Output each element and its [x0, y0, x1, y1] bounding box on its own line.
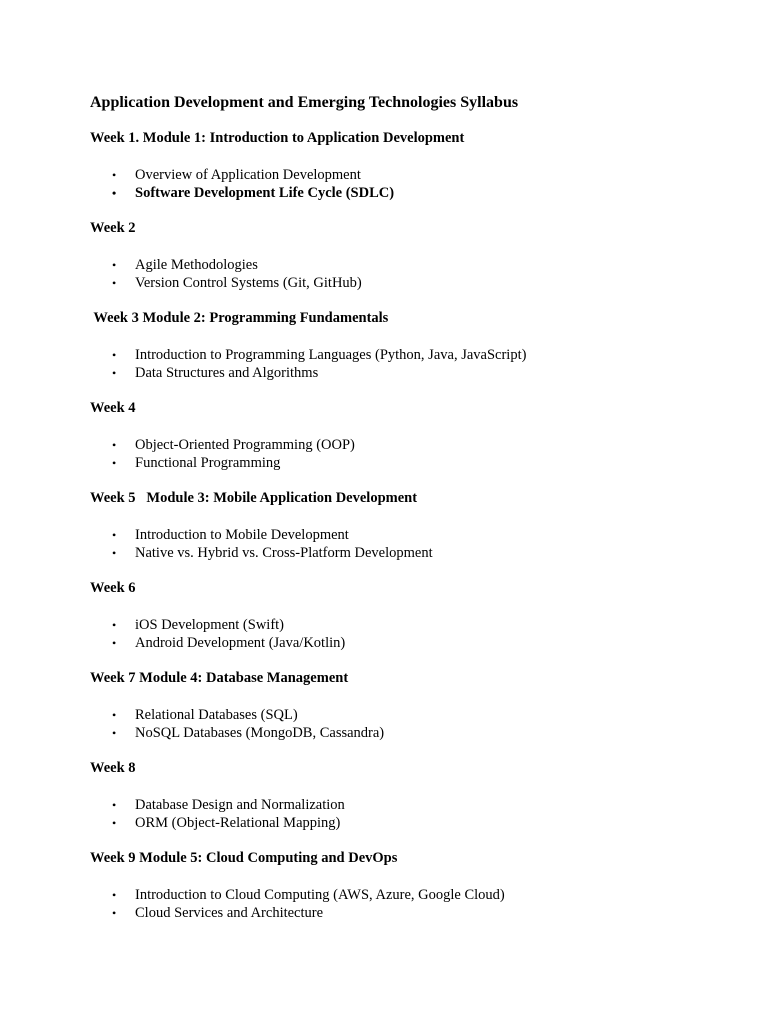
list-item-text: Introduction to Programming Languages (Python, Java, JavaScript)	[135, 347, 527, 363]
list-item	[90, 436, 730, 454]
week-heading: Week 7 Module 4: Database Management	[90, 670, 349, 686]
bullet-icon: •	[112, 348, 117, 362]
bullet-icon: •	[112, 798, 117, 812]
list-item-text: Introduction to Cloud Computing (AWS, Azure, Google Cloud)	[135, 887, 505, 903]
bullet-icon: •	[112, 636, 117, 650]
bullet-icon: •	[112, 366, 117, 380]
list-item-text: Agile Methodologies	[135, 257, 258, 273]
bullet-icon: •	[112, 906, 117, 920]
topic-list	[90, 256, 730, 292]
week-section	[90, 399, 730, 472]
week-section	[90, 759, 730, 832]
bullet-icon: •	[112, 438, 117, 452]
week-heading: Week 9 Module 5: Cloud Computing and DevOps	[90, 850, 398, 866]
week-section	[90, 219, 730, 292]
weeks-container	[90, 129, 730, 922]
list-item-text: Native vs. Hybrid vs. Cross-Platform Development	[135, 545, 433, 561]
list-item	[90, 706, 730, 724]
list-item	[90, 616, 730, 634]
list-item	[90, 454, 730, 472]
bullet-icon: •	[112, 168, 117, 182]
week-heading: Week 1. Module 1: Introduction to Application Development	[90, 130, 465, 146]
list-item	[90, 184, 730, 202]
list-item	[90, 346, 730, 364]
week-heading: Week 6	[90, 580, 136, 596]
bullet-icon: •	[112, 888, 117, 902]
list-item	[90, 544, 730, 562]
bullet-icon: •	[112, 816, 117, 830]
list-item	[90, 274, 730, 292]
week-section	[90, 129, 730, 202]
week-section	[90, 849, 730, 922]
topic-list	[90, 436, 730, 472]
week-section	[90, 669, 730, 742]
topic-list	[90, 346, 730, 382]
week-heading: Week 2	[90, 220, 136, 236]
week-heading: Week 8	[90, 760, 136, 776]
topic-list	[90, 796, 730, 832]
topic-list	[90, 166, 730, 202]
list-item-text: Software Development Life Cycle (SDLC)	[135, 185, 395, 201]
topic-list	[90, 706, 730, 742]
list-item	[90, 796, 730, 814]
list-item-text: ORM (Object-Relational Mapping)	[135, 815, 341, 831]
list-item	[90, 526, 730, 544]
bullet-icon: •	[112, 708, 117, 722]
week-heading: Week 4	[90, 400, 136, 416]
topic-list	[90, 886, 730, 922]
week-section	[90, 579, 730, 652]
list-item-text: Relational Databases (SQL)	[135, 707, 298, 723]
list-item-text: Version Control Systems (Git, GitHub)	[135, 275, 362, 291]
week-heading: Week 3 Module 2: Programming Fundamentals	[90, 310, 389, 326]
topic-list	[90, 526, 730, 562]
topic-list	[90, 616, 730, 652]
syllabus-document	[90, 93, 730, 939]
list-item	[90, 904, 730, 922]
document-title: Application Development and Emerging Technologies Syllabus	[90, 94, 519, 111]
bullet-icon: •	[112, 726, 117, 740]
list-item-text: iOS Development (Swift)	[135, 617, 285, 633]
bullet-icon: •	[112, 276, 117, 290]
list-item	[90, 814, 730, 832]
list-item-text: Cloud Services and Architecture	[135, 905, 324, 921]
list-item	[90, 166, 730, 184]
bullet-icon: •	[112, 186, 117, 200]
bullet-icon: •	[112, 258, 117, 272]
bullet-icon: •	[112, 528, 117, 542]
list-item	[90, 364, 730, 382]
list-item	[90, 634, 730, 652]
list-item-text: Introduction to Mobile Development	[135, 527, 349, 543]
week-section	[90, 309, 730, 382]
list-item	[90, 256, 730, 274]
list-item-text: NoSQL Databases (MongoDB, Cassandra)	[135, 725, 385, 741]
list-item-text: Functional Programming	[135, 455, 281, 471]
list-item-text: Database Design and Normalization	[135, 797, 345, 813]
week-heading: Week 5 Module 3: Mobile Application Development	[90, 490, 418, 506]
list-item-text: Data Structures and Algorithms	[135, 365, 319, 381]
list-item	[90, 724, 730, 742]
bullet-icon: •	[112, 618, 117, 632]
bullet-icon: •	[112, 546, 117, 560]
list-item-text: Overview of Application Development	[135, 167, 361, 183]
week-section	[90, 489, 730, 562]
list-item	[90, 886, 730, 904]
list-item-text: Android Development (Java/Kotlin)	[135, 635, 346, 651]
bullet-icon: •	[112, 456, 117, 470]
list-item-text: Object-Oriented Programming (OOP)	[135, 437, 355, 453]
